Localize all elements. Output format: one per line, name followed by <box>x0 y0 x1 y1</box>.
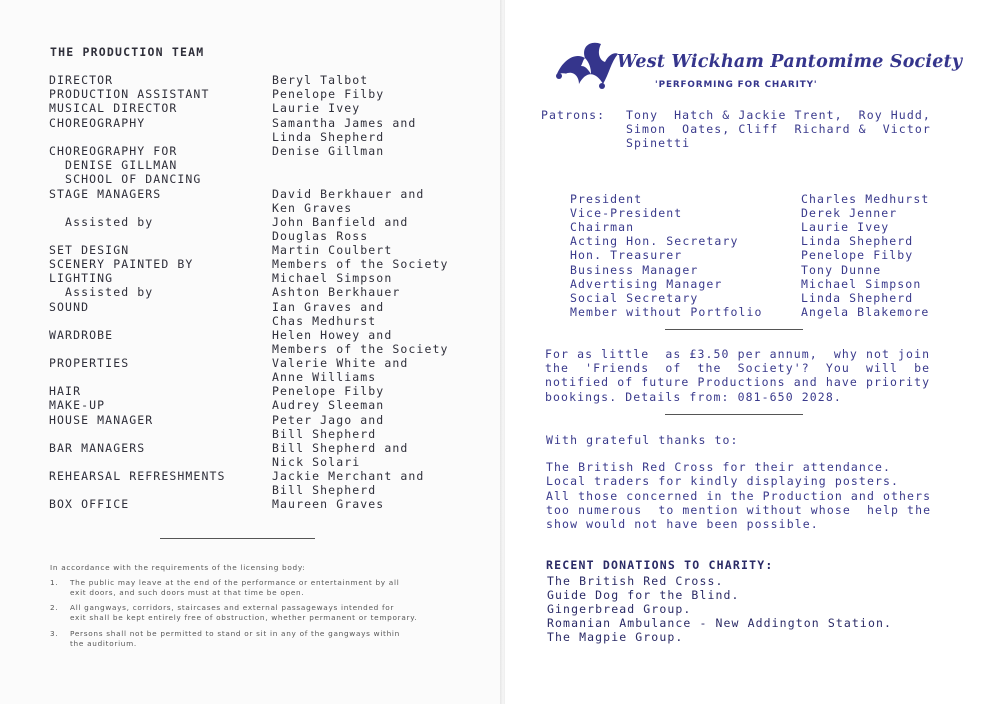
credit-role: SCHOOL OF DANCING <box>49 172 202 187</box>
credit-name: Maureen Graves <box>272 497 385 511</box>
officer-name: Linda Shepherd <box>801 290 914 305</box>
right-divider-1 <box>665 329 803 330</box>
licensing-intro: In accordance with the requirements of the licensing body: <box>50 563 306 572</box>
officer-name: Michael Simpson <box>801 276 922 291</box>
credit-name: Nick Solari <box>272 455 361 470</box>
credit-name: Anne Williams <box>272 370 377 385</box>
credit-name: John Banfield and <box>272 215 409 229</box>
officer-name: Penelope Filby <box>801 248 914 263</box>
credit-name: Beryl Talbot <box>272 73 369 87</box>
credit-name: Martin Coulbert <box>272 243 393 257</box>
thanks-line: too numerous to mention without whose help the <box>546 502 932 517</box>
officer-title: Advertising Manager <box>570 276 723 291</box>
credit-name: Denise Gillman <box>272 144 385 158</box>
credit-name: Douglas Ross <box>272 229 369 244</box>
credit-name: Samantha James and <box>272 116 417 130</box>
credit-name: Valerie White and <box>272 356 409 370</box>
donation-item: The Magpie Group. <box>547 630 684 645</box>
credit-role: MAKE-UP <box>49 398 106 412</box>
donation-item: Romanian Ambulance - New Addington Station. <box>547 616 893 631</box>
officer-title: Chairman <box>570 220 635 235</box>
right-page <box>505 0 1000 704</box>
officer-name: Angela Blakemore <box>801 304 930 319</box>
credit-name: Penelope Filby <box>272 87 385 101</box>
officer-name: Tony Dunne <box>801 262 882 277</box>
credit-role: DIRECTOR <box>49 73 114 87</box>
credit-name: Peter Jago and <box>272 413 385 427</box>
society-logo <box>555 40 619 96</box>
credit-role: HOUSE MANAGER <box>49 413 154 427</box>
tagline: 'PERFORMING FOR CHARITY' <box>655 80 818 90</box>
society-name: West Wickham Pantomime Society <box>617 52 963 72</box>
credit-name: Linda Shepherd <box>272 130 385 145</box>
officer-title: Business Manager <box>570 262 699 277</box>
licensing-item-text: All gangways, corridors, staircases and external passageways intended for <box>70 603 395 612</box>
credit-role: Assisted by <box>49 285 154 299</box>
thanks-line: The British Red Cross for their attendance. <box>546 460 892 474</box>
thanks-line: Local traders for kindly displaying posters. <box>546 474 900 489</box>
credit-name: Bill Shepherd and <box>272 441 409 455</box>
friends-line: bookings. Details from: 081-650 2028. <box>545 389 842 404</box>
credit-name: Ashton Berkhauer <box>272 285 401 299</box>
officer-name: Charles Medhurst <box>801 192 930 206</box>
thanks-heading: With grateful thanks to: <box>546 433 739 447</box>
right-divider-2 <box>665 414 803 415</box>
credit-role: STAGE MANAGERS <box>49 187 162 201</box>
credit-role: PRODUCTION ASSISTANT <box>49 87 210 101</box>
credit-name: Bill Shepherd <box>272 483 377 498</box>
credit-role: Assisted by <box>49 215 154 229</box>
credit-role: WARDROBE <box>49 328 114 342</box>
officer-title: Acting Hon. Secretary <box>570 234 739 249</box>
credit-name: Members of the Society <box>272 257 449 271</box>
licensing-item-text: the auditorium. <box>70 639 137 648</box>
credit-name: Michael Simpson <box>272 271 393 285</box>
credit-name: Members of the Society <box>272 342 449 357</box>
officer-title: Member without Portfolio <box>570 304 763 319</box>
friends-line: For as little as £3.50 per annum, why not join <box>545 347 931 361</box>
licensing-item-text: Persons shall not be permitted to stand or sit in any of the gangways within <box>70 629 400 638</box>
credit-role: SOUND <box>49 300 90 314</box>
patron-line: Tony Hatch & Jackie Trent, Roy Hudd, <box>626 108 931 122</box>
credit-name: Bill Shepherd <box>272 427 377 442</box>
credit-role: REHEARSAL REFRESHMENTS <box>49 469 226 483</box>
patrons-label: Patrons: <box>541 108 606 122</box>
officer-title: Hon. Treasurer <box>570 248 683 263</box>
credit-name: David Berkhauer and <box>272 187 425 201</box>
credit-role: BAR MANAGERS <box>49 441 146 455</box>
credit-name: Chas Medhurst <box>272 314 377 329</box>
patron-line: Simon Oates, Cliff Richard & Victor <box>626 122 931 137</box>
officer-title: Vice-President <box>570 206 683 221</box>
licensing-item-number: 1. <box>50 578 59 587</box>
credit-role: HAIR <box>49 384 82 398</box>
friends-line: notified of future Productions and have priority <box>545 375 931 390</box>
officer-title: Social Secretary <box>570 290 699 305</box>
donation-item: The British Red Cross. <box>547 574 724 588</box>
credit-role: MUSICAL DIRECTOR <box>49 101 178 115</box>
credit-role: CHOREOGRAPHY FOR <box>49 144 178 158</box>
left-divider <box>160 538 315 539</box>
credit-name: Ian Graves and <box>272 300 385 314</box>
credit-name: Audrey Sleeman <box>272 398 385 412</box>
credit-role: SCENERY PAINTED BY <box>49 257 194 271</box>
officer-name: Linda Shepherd <box>801 234 914 249</box>
licensing-item-number: 2. <box>50 603 59 612</box>
credit-name: Helen Howey and <box>272 328 393 342</box>
donation-item: Guide Dog for the Blind. <box>547 588 740 603</box>
officer-title: President <box>570 192 643 206</box>
licensing-item-text: exit doors, and such doors must at that time be open. <box>70 588 305 597</box>
credit-role: PROPERTIES <box>49 356 130 370</box>
officer-name: Laurie Ivey <box>801 220 890 235</box>
production-team-title: THE PRODUCTION TEAM <box>50 45 205 59</box>
credit-role: BOX OFFICE <box>49 497 130 511</box>
donation-item: Gingerbread Group. <box>547 602 692 617</box>
credit-name: Ken Graves <box>272 201 353 216</box>
thanks-line: show would not have been possible. <box>546 517 819 532</box>
credit-role: DENISE GILLMAN <box>49 158 178 173</box>
credit-role: CHOREOGRAPHY <box>49 116 146 130</box>
licensing-item-number: 3. <box>50 629 59 638</box>
donations-heading: RECENT DONATIONS TO CHARITY: <box>546 558 774 572</box>
credit-role: LIGHTING <box>49 271 114 285</box>
officer-name: Derek Jenner <box>801 206 898 221</box>
thanks-line: All those concerned in the Production and others <box>546 488 932 503</box>
credit-name: Jackie Merchant and <box>272 469 425 483</box>
friends-line: the 'Friends of the Society'? You will be <box>545 361 931 376</box>
patron-line: Spinetti <box>626 136 691 151</box>
credit-role: SET DESIGN <box>49 243 130 257</box>
licensing-item-text: The public may leave at the end of the performance or entertainment by all <box>70 578 400 587</box>
credit-name: Penelope Filby <box>272 384 385 398</box>
credit-name: Laurie Ivey <box>272 101 361 115</box>
jester-hat-icon <box>555 40 619 92</box>
licensing-item-text: exit shall be kept entirely free of obstruction, whether permanent or temporary. <box>70 613 418 622</box>
